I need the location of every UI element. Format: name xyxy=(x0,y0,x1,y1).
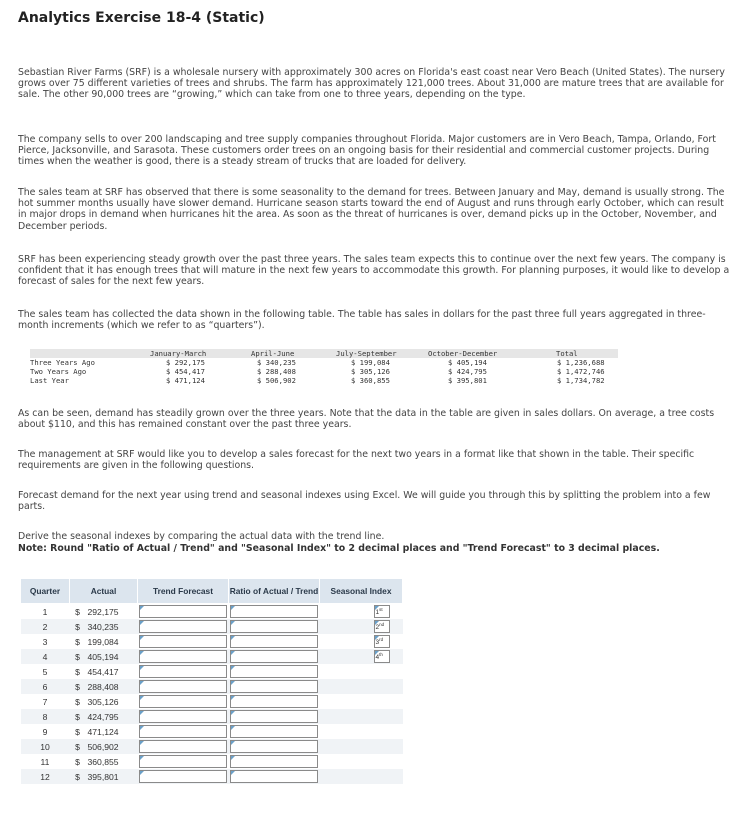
table-row xyxy=(21,724,403,739)
seasonal-index-cell xyxy=(320,754,403,769)
actual-cell: 405,194 xyxy=(86,649,138,664)
sales-header-q3: July-September xyxy=(336,349,397,358)
trend-forecast-cell xyxy=(138,739,229,754)
sales-cell: $ 340,235 xyxy=(257,358,296,367)
sales-header-q2: April-June xyxy=(251,349,295,358)
sales-cell: $ 506,902 xyxy=(257,376,296,385)
table-row xyxy=(21,664,403,679)
sales-table xyxy=(30,349,618,385)
currency-cell: $ xyxy=(70,619,86,634)
sales-cell: $ 1,734,782 xyxy=(557,376,605,385)
table-row xyxy=(21,754,403,769)
sales-header-q4: October-December xyxy=(428,349,498,358)
worksheet-header-row xyxy=(21,579,403,604)
trend-forecast-input[interactable] xyxy=(139,755,227,768)
trend-forecast-cell xyxy=(138,769,229,784)
trend-forecast-cell xyxy=(138,664,229,679)
trend-forecast-input[interactable] xyxy=(139,710,227,723)
ratio-input[interactable] xyxy=(230,695,318,708)
actual-cell: 471,124 xyxy=(87,726,119,737)
currency-cell: $ xyxy=(70,769,86,784)
seasonal-index-cell xyxy=(320,709,403,724)
trend-forecast-input[interactable] xyxy=(139,725,227,738)
seasonal-num: 3 xyxy=(375,639,380,647)
seasonal-index-cell xyxy=(320,649,403,664)
currency-cell: $ xyxy=(70,709,86,724)
quarter-cell: 11 xyxy=(40,756,50,767)
sales-row-label: Two Years Ago xyxy=(30,367,87,376)
table-row xyxy=(21,619,403,634)
trend-forecast-cell xyxy=(138,754,229,769)
trend-forecast-input[interactable] xyxy=(139,740,227,753)
trend-forecast-cell xyxy=(138,694,229,709)
sales-cell: $ 471,124 xyxy=(166,376,205,385)
table-row xyxy=(21,769,403,784)
seasonal-index-cell xyxy=(320,694,403,709)
ratio-cell xyxy=(229,649,320,664)
seasonal-index-cell xyxy=(320,634,403,649)
currency-cell: $ xyxy=(75,696,80,707)
currency-cell: $ xyxy=(75,666,80,677)
actual-cell: 288,408 xyxy=(86,679,138,694)
seasonal-index-cell xyxy=(320,739,403,754)
ratio-input[interactable] xyxy=(230,650,318,663)
sales-cell: $ 288,408 xyxy=(257,367,296,376)
trend-forecast-input[interactable] xyxy=(139,620,227,633)
currency-cell: $ xyxy=(75,726,80,737)
trend-forecast-header: Trend Forecast xyxy=(138,579,229,604)
sales-cell: $ 292,175 xyxy=(166,358,205,367)
quarter-cell: 8 xyxy=(21,709,70,724)
seasonal-index-cell xyxy=(320,724,403,739)
actual-cell: 305,126 xyxy=(87,696,119,707)
actual-cell: 340,235 xyxy=(86,619,138,634)
ratio-input[interactable] xyxy=(230,665,318,678)
sales-row-label: Last Year xyxy=(30,376,69,385)
sales-table-header xyxy=(30,349,618,358)
management-paragraph: The management at SRF would like you to develop a sales forecast for the next two years in a format like that shown in the table. Their specific requirements are given in the following questions. xyxy=(18,449,695,472)
seasonal-index-cell xyxy=(320,769,403,784)
ratio-cell xyxy=(229,634,320,649)
seasonal-index-header: Seasonal Index xyxy=(320,579,403,604)
seasonal-index-cell xyxy=(320,619,403,634)
actual-cell: 360,855 xyxy=(87,756,119,767)
seasonal-index-label xyxy=(376,637,384,646)
ratio-input[interactable] xyxy=(230,740,318,753)
table-row xyxy=(21,649,403,664)
quarter-cell: 7 xyxy=(42,696,48,707)
sales-cell: $ 1,472,746 xyxy=(557,367,605,376)
seasonal-num: 2 xyxy=(375,624,380,632)
seasonal-index-cell xyxy=(320,604,403,620)
seasonality-paragraph: The sales team at SRF has observed that there is some seasonality to the demand for trees. Between January and May, demand is usually strong. The hot summer months usually have slower demand. Hurricane season starts toward the end of August and runs through early October, which can result in major drops in demand when hurricanes hit the area. As soon as the threat of hurricanes is over, demand picks up in the October, November, and December periods. xyxy=(18,187,725,232)
observation-paragraph: As can be seen, demand has steadily grown over the three years. Note that the data in the table are given in sales dollars. On average, a tree costs about $110, and this has remained constant over the past three years. xyxy=(18,408,715,431)
ratio-input[interactable] xyxy=(230,605,318,618)
ratio-input[interactable] xyxy=(230,680,318,693)
ratio-header: Ratio of Actual / Trend xyxy=(229,579,320,604)
ratio-cell xyxy=(229,724,320,739)
currency-cell: $ xyxy=(70,739,86,754)
trend-forecast-cell xyxy=(138,604,229,620)
ratio-cell xyxy=(229,664,320,679)
trend-forecast-cell xyxy=(138,634,229,649)
actual-header: Actual xyxy=(70,579,138,604)
currency-cell: $ xyxy=(75,606,80,617)
actual-cell: 454,417 xyxy=(87,666,119,677)
table-row xyxy=(21,694,403,709)
ratio-cell xyxy=(229,694,320,709)
actual-cell: 395,801 xyxy=(86,769,138,784)
intro-paragraph: Sebastian River Farms (SRF) is a wholesale nursery with approximately 300 acres on Florida's east coast near Vero Beach (United States). The nursery grows over 75 different varieties of trees and shrubs. The farm has approximately 121,000 trees. About 31,000 are mature trees that are available for sale. The other 90,000 trees are “growing,” which can take from one to three years, depending on the type. xyxy=(18,67,725,101)
worksheet-table xyxy=(20,578,403,784)
ratio-cell xyxy=(229,619,320,634)
ratio-input[interactable] xyxy=(230,635,318,648)
quarter-cell: 10 xyxy=(21,739,70,754)
ratio-cell xyxy=(229,709,320,724)
currency-cell: $ xyxy=(70,679,86,694)
ratio-input[interactable] xyxy=(230,770,318,783)
ratio-cell xyxy=(229,604,320,620)
ratio-cell xyxy=(229,769,320,784)
table-row xyxy=(21,679,403,694)
quarter-cell: 12 xyxy=(21,769,70,784)
trend-forecast-cell xyxy=(138,709,229,724)
sales-cell: $ 454,417 xyxy=(166,367,205,376)
trend-forecast-input[interactable] xyxy=(139,680,227,693)
ratio-input[interactable] xyxy=(230,620,318,633)
seasonal-index-label xyxy=(376,607,383,616)
sales-row xyxy=(30,358,618,367)
sales-cell: $ 360,855 xyxy=(351,376,390,385)
table-row xyxy=(21,604,403,620)
quarter-cell: 4 xyxy=(21,649,70,664)
ratio-input[interactable] xyxy=(230,755,318,768)
seasonal-num: 1 xyxy=(375,609,380,617)
ratio-input[interactable] xyxy=(230,710,318,723)
currency-cell: $ xyxy=(75,756,80,767)
sales-header-total: Total xyxy=(556,349,578,358)
sales-row xyxy=(30,367,618,376)
sales-row-label: Three Years Ago xyxy=(30,358,95,367)
trend-forecast-input[interactable] xyxy=(139,635,227,648)
sales-cell: $ 305,126 xyxy=(351,367,390,376)
table-row xyxy=(21,709,403,724)
trend-forecast-input[interactable] xyxy=(139,605,227,618)
rounding-note: Note: Round "Ratio of Actual / Trend" and "Seasonal Index" to 2 decimal places and "Trend Forecast" to 3 decimal places. xyxy=(18,543,660,554)
trend-forecast-cell xyxy=(138,619,229,634)
quarter-cell: 3 xyxy=(42,636,48,647)
quarter-cell: 1 xyxy=(42,606,48,617)
quarter-cell: 2 xyxy=(21,619,70,634)
seasonal-index-label xyxy=(376,622,385,631)
sales-cell: $ 199,084 xyxy=(351,358,390,367)
trend-forecast-input[interactable] xyxy=(139,665,227,678)
growth-paragraph: SRF has been experiencing steady growth over the past three years. The sales team expects this to continue over the next few years. The company is confident that it has enough trees that will mature in the next few years to accommodate this growth. For planning purposes, it would like to develop a forecast of sales for the next few years. xyxy=(18,254,730,288)
sales-row xyxy=(30,376,618,385)
sales-cell: $ 1,236,688 xyxy=(557,358,605,367)
seasonal-index-cell xyxy=(320,664,403,679)
seasonal-suffix: rd xyxy=(379,637,384,642)
trend-forecast-cell xyxy=(138,679,229,694)
seasonal-suffix: th xyxy=(379,652,383,657)
trend-forecast-input[interactable] xyxy=(139,650,227,663)
sales-cell: $ 395,801 xyxy=(448,376,487,385)
table-row xyxy=(21,739,403,754)
ratio-input[interactable] xyxy=(230,725,318,738)
seasonal-suffix: st xyxy=(379,607,383,612)
currency-cell: $ xyxy=(70,649,86,664)
ratio-cell xyxy=(229,679,320,694)
seasonal-index-label xyxy=(376,652,383,661)
quarter-header: Quarter xyxy=(21,579,70,604)
seasonal-suffix: nd xyxy=(379,622,385,627)
quarter-cell: 9 xyxy=(42,726,48,737)
data-paragraph: The sales team has collected the data shown in the following table. The table has sales in dollars for the past three full years aggregated in three-month increments (which we refer to as “quarters”). xyxy=(18,309,706,332)
trend-forecast-input[interactable] xyxy=(139,770,227,783)
sales-cell: $ 405,194 xyxy=(448,358,487,367)
table-row xyxy=(21,634,403,649)
worksheet-body xyxy=(21,604,403,785)
actual-cell: 506,902 xyxy=(86,739,138,754)
actual-cell: 199,084 xyxy=(87,636,119,647)
forecast-paragraph: Forecast demand for the next year using trend and seasonal indexes using Excel. We will guide you through this by splitting the problem into a few parts. xyxy=(18,490,711,513)
actual-cell: 292,175 xyxy=(87,606,119,617)
ratio-cell xyxy=(229,754,320,769)
sales-cell: $ 424,795 xyxy=(448,367,487,376)
ratio-cell xyxy=(229,739,320,754)
instruction-paragraph: Derive the seasonal indexes by comparing the actual data with the trend line. xyxy=(18,531,385,542)
currency-cell: $ xyxy=(75,636,80,647)
quarter-cell: 6 xyxy=(21,679,70,694)
customers-paragraph: The company sells to over 200 landscaping and tree supply companies throughout Florida. Major customers are in Vero Beach, Tampa, Orlando, Fort Pierce, Jacksonville, and Sarasota. These customers order trees on an ongoing basis for their residential and commercial customer projects. During times when the weather is good, there is a steady stream of trucks that are loaded for delivery. xyxy=(18,134,716,168)
sales-header-q1: January-March xyxy=(150,349,207,358)
trend-forecast-cell xyxy=(138,724,229,739)
trend-forecast-cell xyxy=(138,649,229,664)
page-title: Analytics Exercise 18-4 (Static) xyxy=(18,10,265,26)
actual-cell: 424,795 xyxy=(86,709,138,724)
quarter-cell: 5 xyxy=(42,666,48,677)
seasonal-index-cell xyxy=(320,679,403,694)
seasonal-num: 4 xyxy=(375,654,380,662)
trend-forecast-input[interactable] xyxy=(139,695,227,708)
